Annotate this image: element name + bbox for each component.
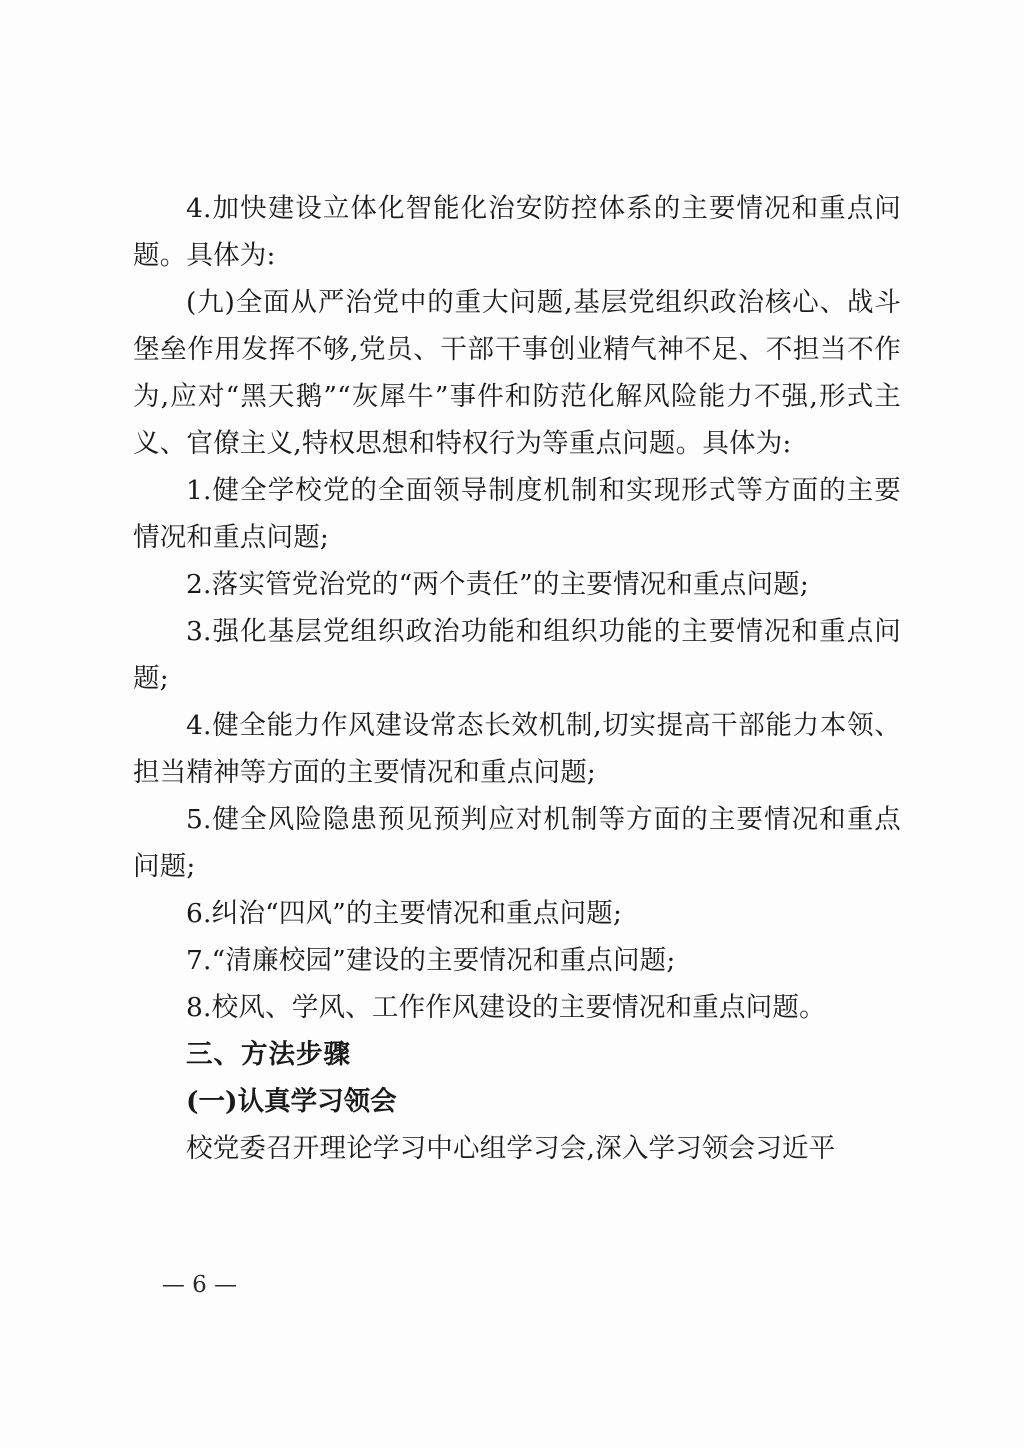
document-body	[133, 185, 901, 1172]
section-subheading: (一)认真学习领会	[186, 1086, 397, 1117]
paragraph-item: 4.加快建设立体化智能化治安防控体系的主要情况和重点问题。具体为:	[133, 193, 901, 271]
paragraph-item: 4.健全能力作风建设常态长效机制,切实提高干部能力本领、担当精神等方面的主要情况和重点问题;	[133, 710, 901, 788]
section-heading: 三、方法步骤	[186, 1039, 351, 1070]
paragraph-item: (九)全面从严治党中的重大问题,基层党组织政治核心、战斗堡垒作用发挥不够,党员、干部干事创业精气神不足、不担当不作为,应对“黑天鹅”“灰犀牛”事件和防范化解风险能力不强,形式主义、官僚主义,特权思想和特权行为等重点问题。具体为:	[133, 287, 901, 459]
paragraph-item: 校党委召开理论学习中心组学习会,深入学习领会习近平	[186, 1133, 836, 1164]
paragraph-item: 7.“清廉校园”建设的主要情况和重点问题;	[186, 945, 676, 976]
paragraph-item: 2.落实管党治党的“两个责任”的主要情况和重点问题;	[186, 569, 810, 600]
paragraph-item: 6.纠治“四风”的主要情况和重点问题;	[186, 898, 623, 929]
paragraph-item: 3.强化基层党组织政治功能和组织功能的主要情况和重点问题;	[133, 616, 901, 694]
page-number: — 6 —	[161, 1272, 238, 1298]
paragraph-item: 5.健全风险隐患预见预判应对机制等方面的主要情况和重点问题;	[133, 804, 901, 882]
paragraph-item: 8.校风、学风、工作作风建设的主要情况和重点问题。	[186, 992, 826, 1023]
paragraph-item: 1.健全学校党的全面领导制度机制和实现形式等方面的主要情况和重点问题;	[133, 475, 901, 553]
page-footer	[0, 1272, 1024, 1298]
